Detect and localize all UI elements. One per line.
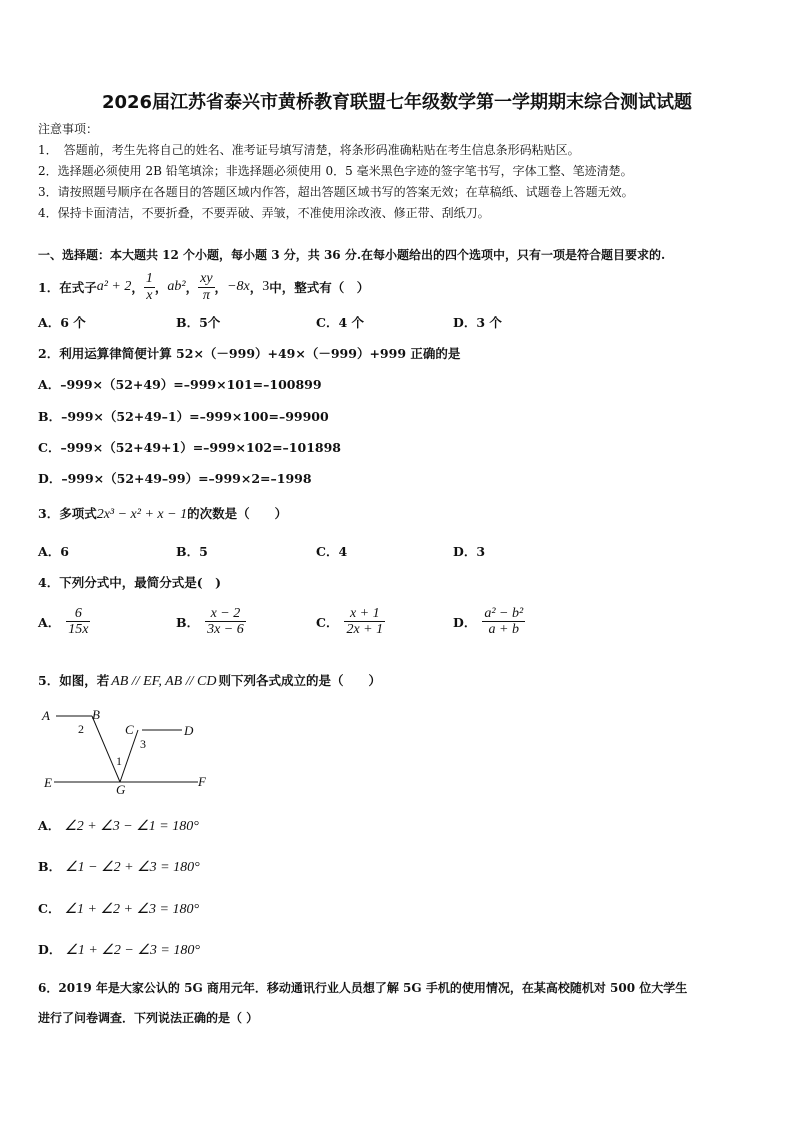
q5-expr: AB // EF, AB // CD bbox=[111, 674, 217, 689]
q1-expr-3: −8x bbox=[227, 279, 250, 294]
option-c: C．4 bbox=[316, 544, 348, 559]
fraction-denominator: 15x bbox=[68, 622, 89, 638]
option-b: B．–999×（52+49–1）=–999×100=–99900 bbox=[38, 409, 329, 424]
option-fraction bbox=[482, 606, 525, 638]
fraction-numerator: 1 bbox=[145, 271, 153, 287]
angle-label-3: 3 bbox=[140, 737, 146, 751]
notice-item: 1． 答题前，考生先将自己的姓名、准考证号填写清楚，将条形码准确粘贴在考生信息条形码粘贴区。 bbox=[38, 143, 580, 157]
q5-prefix: 5．如图，若 bbox=[38, 673, 110, 688]
option-expr: ∠1 − ∠2 + ∠3 = 180° bbox=[65, 860, 200, 875]
option-a bbox=[38, 816, 199, 835]
option-b: B．5 bbox=[176, 544, 208, 559]
fraction-denominator: π bbox=[202, 287, 210, 303]
option-a: A．6 个 bbox=[38, 315, 86, 330]
label-b: B bbox=[92, 707, 100, 722]
question-2-stem: 2．利用运算律简便计算 52×（－999）+49×（－999）+999 正确的是 bbox=[38, 346, 461, 361]
q1-expr-1: a² + 2 bbox=[96, 279, 132, 294]
option-c: C．4 个 bbox=[316, 315, 364, 330]
option-fraction bbox=[344, 606, 385, 638]
q1-separator: ， bbox=[154, 280, 168, 295]
option-label: D． bbox=[38, 942, 62, 957]
option-label: A． bbox=[38, 818, 61, 833]
q1-expr-4: 3 bbox=[262, 279, 270, 294]
option-c bbox=[38, 899, 199, 918]
fraction-numerator: x − 2 bbox=[205, 606, 246, 622]
fraction-numerator: 6 bbox=[66, 606, 90, 622]
q3-suffix: 的次数是（ ） bbox=[187, 506, 288, 521]
q3-prefix: 3．多项式 bbox=[38, 506, 97, 521]
option-fraction bbox=[205, 606, 246, 638]
fraction-denominator: a + b bbox=[488, 622, 519, 638]
option-expr: ∠1 + ∠2 + ∠3 = 180° bbox=[64, 902, 200, 917]
option-expr: ∠2 + ∠3 − ∠1 = 180° bbox=[64, 819, 199, 834]
label-d: D bbox=[184, 723, 194, 738]
option-label: B． bbox=[38, 859, 62, 874]
label-e: E bbox=[44, 775, 52, 790]
option-c bbox=[316, 606, 385, 638]
option-d bbox=[453, 606, 525, 638]
fraction-denominator: x bbox=[146, 287, 153, 303]
question-1-stem bbox=[38, 268, 369, 306]
fraction-numerator: x + 1 bbox=[344, 606, 385, 622]
option-fraction bbox=[66, 606, 90, 638]
fraction-numerator: a² − b² bbox=[484, 606, 524, 621]
option-b: B．5个 bbox=[176, 315, 221, 330]
q1-expr-2: ab² bbox=[167, 279, 186, 294]
option-a bbox=[38, 606, 90, 638]
q5-suffix: 则下列各式成立的是（ ） bbox=[218, 673, 381, 688]
option-label: A． bbox=[38, 614, 61, 630]
q1-separator: ， bbox=[249, 280, 263, 295]
option-a: A．–999×（52+49）=–999×101=–100899 bbox=[38, 377, 322, 392]
q1-fraction-2 bbox=[198, 271, 214, 303]
line-bg bbox=[92, 716, 120, 782]
notice-item: 2．选择题必须使用 2B 铅笔填涂；非选择题必须使用 0．5 毫米黑色字迹的签字笔书写，字体工整、笔迹清楚。 bbox=[38, 164, 633, 178]
angle-label-1: 1 bbox=[116, 754, 122, 768]
option-expr: ∠1 + ∠2 − ∠3 = 180° bbox=[65, 943, 200, 958]
label-c: C bbox=[125, 722, 134, 737]
q3-expr: 2x³ − x² + x − 1 bbox=[96, 507, 188, 522]
question-6-stem-line-1: 6．2019 年是大家公认的 5G 商用元年．移动通讯行业人员想了解 5G 手机的使用情况，在某高校随机对 500 位大学生 bbox=[38, 981, 688, 995]
notice-item: 4．保持卡面清洁，不要折叠，不要弄破、弄皱，不准使用涂改液、修正带、刮纸刀。 bbox=[38, 206, 490, 220]
page-title: 2026届江苏省泰兴市黄桥教育联盟七年级数学第一学期期末综合测试试题 bbox=[101, 92, 693, 113]
question-5-stem bbox=[38, 671, 381, 690]
section-heading: 一、选择题：本大题共 12 个小题，每小题 3 分，共 36 分.在每小题给出的四个选项中，只有一项是符合题目要求的. bbox=[38, 248, 666, 262]
label-f: F bbox=[198, 774, 206, 789]
q1-separator: ， bbox=[185, 280, 199, 295]
label-g: G bbox=[116, 782, 126, 797]
question-3-stem bbox=[38, 504, 287, 523]
option-b bbox=[38, 857, 200, 876]
q1-separator: ， bbox=[131, 280, 144, 295]
option-label: B． bbox=[176, 614, 200, 630]
notice-heading: 注意事项： bbox=[38, 122, 99, 136]
option-d: D．–999×（52+49–99）=–999×2=–1998 bbox=[38, 471, 312, 486]
q1-fraction-1 bbox=[144, 271, 155, 303]
question-6-stem-line-2: 进行了问卷调查．下列说法正确的是（ ） bbox=[38, 1011, 259, 1025]
angle-label-2: 2 bbox=[78, 722, 84, 736]
q1-prefix: 1．在式子 bbox=[38, 280, 97, 295]
notice-item: 3．请按照题号顺序在各题目的答题区域内作答，超出答题区域书写的答案无效；在草稿纸、试题卷上答题无效。 bbox=[38, 185, 634, 199]
q1-separator: ， bbox=[214, 280, 228, 295]
option-d: D．3 bbox=[453, 544, 486, 559]
option-d: D．3 个 bbox=[453, 315, 502, 330]
label-a: A bbox=[42, 708, 50, 723]
fraction-denominator: 3x − 6 bbox=[207, 622, 244, 638]
option-label: C． bbox=[38, 901, 61, 916]
option-c: C．–999×（52+49+1）=–999×102=–101898 bbox=[38, 440, 341, 455]
fraction-denominator: 2x + 1 bbox=[346, 622, 384, 638]
option-b bbox=[176, 606, 246, 638]
option-a: A．6 bbox=[38, 544, 69, 559]
option-label: C． bbox=[316, 614, 339, 630]
option-label: D． bbox=[453, 614, 477, 630]
question-4-stem: 4．下列分式中，最简分式是( ) bbox=[38, 575, 222, 590]
line-cg bbox=[120, 730, 138, 782]
q1-suffix: 中，整式有（ ） bbox=[269, 280, 370, 295]
fraction-numerator: xy bbox=[200, 271, 213, 287]
geometry-figure bbox=[38, 705, 218, 800]
option-d bbox=[38, 940, 200, 959]
